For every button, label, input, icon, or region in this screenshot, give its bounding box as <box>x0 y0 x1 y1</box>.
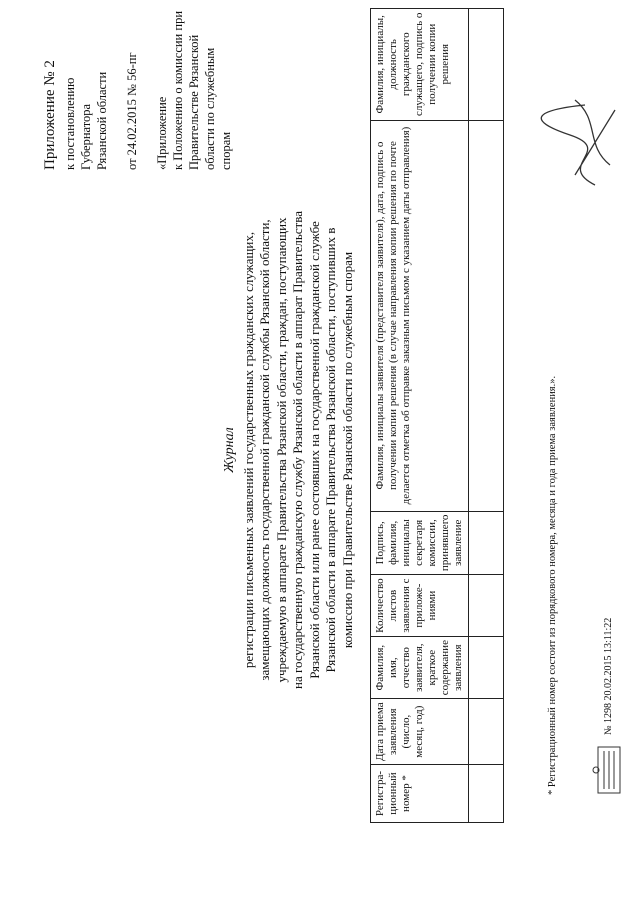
signature-scribble <box>515 85 633 205</box>
column-header: Фамилия, имя, отчество заявителя, краткое содержание заявления <box>371 637 469 699</box>
table-row <box>469 9 504 823</box>
annex-sub-line: к Положению о комиссии при <box>171 10 185 170</box>
title-line: Рязанской области в аппарате Правительства Рязанской области, поступивших в <box>323 227 338 673</box>
annex-date: от 24.02.2015 № 56-пг <box>125 52 139 170</box>
document-seal-icon <box>592 745 626 795</box>
table-cell <box>469 575 504 637</box>
table-cell <box>469 9 504 121</box>
journal-table <box>370 8 504 823</box>
annex-number: Приложение № 2 <box>42 60 58 170</box>
table-cell <box>469 637 504 699</box>
annex-sub-line: «Приложение <box>155 96 169 170</box>
column-header: Дата приема заявления (число, месяц, год) <box>371 699 469 765</box>
column-header: Регистра-ционный номер * <box>371 765 469 823</box>
journal-title <box>222 170 356 730</box>
footnote: * Регистрационный номер состоит из порядкового номера, месяца и года приема заявления.». <box>547 375 558 795</box>
title-line: Рязанской области или ранее состоявших на государственной гражданской службе <box>306 221 322 679</box>
column-header: Фамилия, инициалы заявителя (представителя заявителя), дата, подпись о получении копии решения (в случае направления копии решения по почте делается отметка об отправке заказным письмом с указанием даты отправления) <box>371 120 469 511</box>
stamp-text: № 1298 20.02.2015 13:11:22 <box>603 617 614 735</box>
table-cell <box>469 120 504 511</box>
title-line: замещающих должность государственной гражданской службы Рязанской области, <box>257 219 272 681</box>
annex-sub-line: области по служебным спорам <box>203 47 233 170</box>
table-cell <box>469 511 504 575</box>
annex-line: к постановлению Губернатора <box>63 77 93 170</box>
annex-sub-line: Правительстве Рязанской <box>187 34 201 170</box>
registration-stamp <box>592 618 626 795</box>
title-line: комиссию при Правительстве Рязанской области по служебным спорам <box>339 251 355 649</box>
title-line: учреждаемую в аппарате Правительства Рязанской области, граждан, поступающих <box>273 217 289 683</box>
annex-block <box>40 10 234 170</box>
journal-heading: Журнал <box>222 427 237 473</box>
title-line: на государственную гражданскую службу Рязанской области в аппарат Правительства <box>290 211 305 689</box>
table-header-row <box>371 9 469 823</box>
title-line: регистрации письменных заявлений государственных гражданских служащих, <box>240 231 256 669</box>
column-header: Подпись, фамилия, инициалы секретаря комиссии, принявшего заявление <box>371 511 469 575</box>
column-header: Количество листов заявления с приложе-ниями <box>371 575 469 637</box>
table-cell <box>469 699 504 765</box>
table-cell <box>469 765 504 823</box>
annex-line: Рязанской области <box>95 71 109 170</box>
column-header: Фамилия, инициалы, должность гражданского служащего, подпись о получении копии решения <box>371 9 469 121</box>
